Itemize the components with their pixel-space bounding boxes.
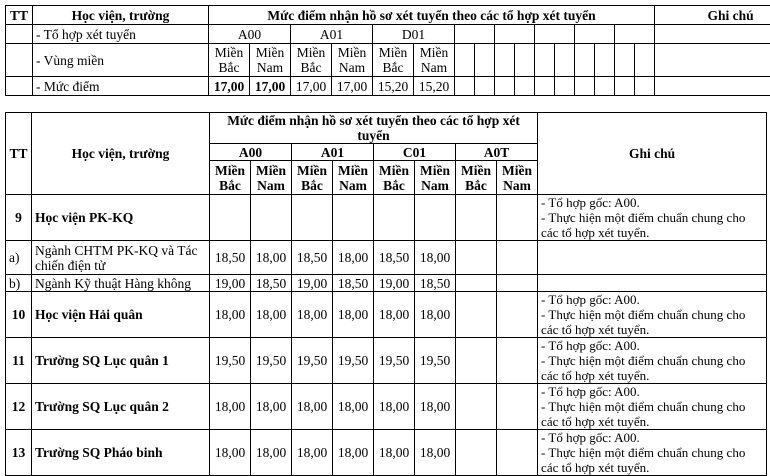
score-cell: 18,00 xyxy=(251,430,292,476)
row-number: 11 xyxy=(6,338,32,384)
row-number: a) xyxy=(6,241,32,275)
score-cell: 18,00 xyxy=(333,430,374,476)
score-cell: 15,20 xyxy=(373,77,414,96)
note-line: - Tổ hợp gốc: A00. xyxy=(541,430,763,445)
score-cell xyxy=(456,241,497,275)
score-cell: 18,00 xyxy=(292,292,333,338)
col-tt-header: TT xyxy=(6,6,33,25)
score-cell xyxy=(456,430,497,476)
school-name: Ngành Kỹ thuật Hàng không xyxy=(32,275,210,292)
region-header: Miền Nam xyxy=(333,161,374,195)
score-row-label: - Mức điểm xyxy=(33,77,209,96)
note-cell xyxy=(538,275,767,292)
row-number: 12 xyxy=(6,384,32,430)
score-cell xyxy=(497,338,538,384)
row-number: 13 xyxy=(6,430,32,476)
col-note-header: Ghi chú xyxy=(655,6,770,25)
score-cell: 19,50 xyxy=(251,338,292,384)
table-row xyxy=(6,241,767,275)
combo-cell: A00 xyxy=(209,25,291,44)
table-row xyxy=(6,292,767,338)
table-row xyxy=(6,430,767,476)
score-cell: 18,00 xyxy=(415,292,456,338)
score-cell: 18,00 xyxy=(292,384,333,430)
note-line: - Thực hiện một điểm chuẩn chung cho các tổ hợp xét tuyển. xyxy=(541,445,763,475)
region-header: Miền Bắc xyxy=(292,161,333,195)
score-cell: 18,00 xyxy=(415,430,456,476)
score-cell xyxy=(292,195,333,241)
combo-cell: A01 xyxy=(291,25,373,44)
region-header: Miền Bắc xyxy=(456,161,497,195)
school-name: Trường SQ Pháo binh xyxy=(32,430,210,476)
score-cell: 18,00 xyxy=(251,384,292,430)
combo-header: C01 xyxy=(374,144,456,161)
table-row xyxy=(6,25,770,44)
score-cell: 18,00 xyxy=(374,384,415,430)
score-cell: 18,00 xyxy=(333,241,374,275)
score-cell: 19,00 xyxy=(374,275,415,292)
score-cell xyxy=(415,195,456,241)
combo-cell: D01 xyxy=(373,25,455,44)
school-name: Trường SQ Lục quân 2 xyxy=(32,384,210,430)
region-header: Miền Bắc xyxy=(210,161,251,195)
score-cell: 17,00 xyxy=(250,77,291,96)
region-cell: Miền Nam xyxy=(414,44,455,77)
combo-header: A0T xyxy=(456,144,538,161)
score-cell: 17,00 xyxy=(209,77,250,96)
score-cell: 18,00 xyxy=(210,292,251,338)
score-cell: 18,00 xyxy=(333,384,374,430)
note-line: - Tổ hợp gốc: A00. xyxy=(541,384,763,399)
score-cell xyxy=(456,338,497,384)
note-cell xyxy=(538,338,767,384)
region-cell: Miền Bắc xyxy=(373,44,414,77)
region-cell: Miền Bắc xyxy=(209,44,250,77)
col-note-header: Ghi chú xyxy=(538,113,767,195)
score-cell xyxy=(456,384,497,430)
score-cell xyxy=(456,195,497,241)
score-cell: 19,00 xyxy=(210,275,251,292)
score-table-main xyxy=(5,112,767,476)
table-row xyxy=(6,195,767,241)
score-cell: 18,00 xyxy=(210,384,251,430)
score-cell: 18,00 xyxy=(415,241,456,275)
score-cell: 18,50 xyxy=(415,275,456,292)
score-cell xyxy=(333,195,374,241)
row-number: 10 xyxy=(6,292,32,338)
region-row-label: - Vùng miền xyxy=(33,44,209,77)
score-cell: 15,20 xyxy=(414,77,455,96)
score-cell: 17,00 xyxy=(291,77,332,96)
table-row xyxy=(6,384,767,430)
combo-row-label: - Tổ hợp xét tuyển xyxy=(33,25,209,44)
score-cell: 18,00 xyxy=(210,430,251,476)
note-line: - Thực hiện một điểm chuẩn chung cho các tổ hợp xét tuyển. xyxy=(541,399,763,429)
score-cell xyxy=(210,195,251,241)
score-cell xyxy=(497,195,538,241)
score-cell: 18,00 xyxy=(292,430,333,476)
note-cell xyxy=(538,292,767,338)
score-cell xyxy=(497,241,538,275)
note-line: - Tổ hợp gốc: A00. xyxy=(541,292,763,307)
combo-header: A01 xyxy=(292,144,374,161)
note-line: - Thực hiện một điểm chuẩn chung cho các tổ hợp xét tuyển. xyxy=(541,307,763,337)
score-cell: 18,00 xyxy=(374,430,415,476)
table-row xyxy=(6,77,770,96)
table-row xyxy=(6,44,770,77)
region-cell: Miền Bắc xyxy=(291,44,332,77)
score-cell xyxy=(497,292,538,338)
score-cell: 19,50 xyxy=(374,338,415,384)
school-name: Học viện Hải quân xyxy=(32,292,210,338)
row-number: 9 xyxy=(6,195,32,241)
region-header: Miền Nam xyxy=(497,161,538,195)
score-cell: 19,50 xyxy=(415,338,456,384)
note-cell xyxy=(538,195,767,241)
table-row xyxy=(6,338,767,384)
table-row xyxy=(6,275,767,292)
col-school-header: Học viện, trường xyxy=(32,113,210,195)
score-table-top xyxy=(5,5,770,96)
score-cell: 18,00 xyxy=(415,384,456,430)
note-cell xyxy=(538,384,767,430)
score-cell xyxy=(251,195,292,241)
school-name: Trường SQ Lục quân 1 xyxy=(32,338,210,384)
col-tt-header: TT xyxy=(6,113,32,195)
score-cell: 17,00 xyxy=(332,77,373,96)
region-cell: Miền Nam xyxy=(250,44,291,77)
region-header: Miền Nam xyxy=(415,161,456,195)
row-number: b) xyxy=(6,275,32,292)
score-cell: 18,50 xyxy=(292,241,333,275)
score-cell: 18,00 xyxy=(374,292,415,338)
score-cell xyxy=(456,292,497,338)
region-header: Miền Nam xyxy=(251,161,292,195)
score-group-header: Mức điểm nhận hồ sơ xét tuyển theo các tổ hợp xét tuyển xyxy=(209,6,655,25)
score-cell: 18,00 xyxy=(251,292,292,338)
score-cell xyxy=(456,275,497,292)
note-cell xyxy=(538,430,767,476)
note-line: - Tổ hợp gốc: A00. xyxy=(541,195,763,210)
score-cell xyxy=(374,195,415,241)
score-cell xyxy=(497,384,538,430)
school-name: Ngành CHTM PK-KQ và Tác chiến điện tử xyxy=(32,241,210,275)
note-line: - Tổ hợp gốc: A00. xyxy=(541,338,763,353)
score-cell: 18,50 xyxy=(210,241,251,275)
score-group-header: Mức điểm nhận hồ sơ xét tuyển theo các tổ hợp xét tuyển xyxy=(210,113,538,144)
region-cell: Miền Nam xyxy=(332,44,373,77)
score-cell xyxy=(497,275,538,292)
score-cell: 18,50 xyxy=(333,275,374,292)
note-cell xyxy=(538,241,767,275)
note-line: - Thực hiện một điểm chuẩn chung cho các tổ hợp xét tuyển. xyxy=(541,353,763,383)
table-header-row xyxy=(6,6,770,25)
note-line: - Thực hiện một điểm chuẩn chung cho các tổ hợp xét tuyển. xyxy=(541,210,763,240)
col-school-header: Học viện, trường xyxy=(33,6,209,25)
score-cell xyxy=(497,430,538,476)
school-name: Học viện PK-KQ xyxy=(32,195,210,241)
score-cell: 18,50 xyxy=(374,241,415,275)
region-header: Miền Bắc xyxy=(374,161,415,195)
combo-header: A00 xyxy=(210,144,292,161)
score-cell: 18,00 xyxy=(251,241,292,275)
score-cell: 18,00 xyxy=(333,292,374,338)
table-header-row xyxy=(6,113,767,144)
score-cell: 18,50 xyxy=(251,275,292,292)
score-cell: 19,50 xyxy=(333,338,374,384)
score-cell: 19,50 xyxy=(210,338,251,384)
score-cell: 19,50 xyxy=(292,338,333,384)
score-cell: 19,00 xyxy=(292,275,333,292)
